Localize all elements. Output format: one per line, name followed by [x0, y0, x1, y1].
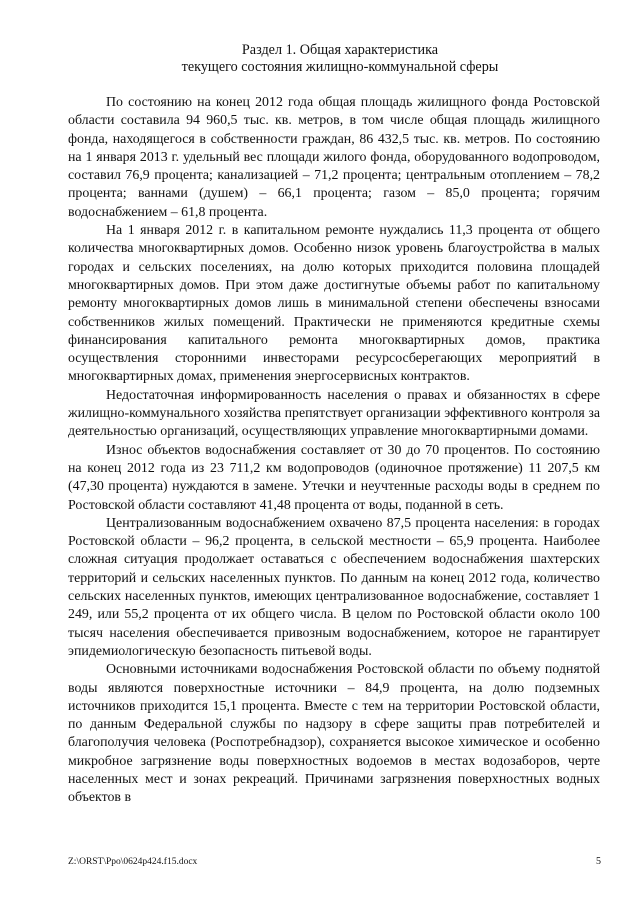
footer-file-path: Z:\ORST\Ppo\0624p424.f15.docx	[68, 857, 198, 867]
section-heading	[80, 42, 600, 76]
paragraph-capital-repair: На 1 января 2012 г. в капитальном ремонте нуждались 11,3 процента от общего количества многоквартирных домов. Особенно низок уровень благоустройства в малых городах и сельских поселениях, на долю которых приходится половина площадей многоквартирных домов. При этом даже достигнутые объемы работ по капитальному ремонту многоквартирных домов лишь в минимальной степени обеспечены взносами собственников жилых помещений. Практически не применяются кредитные схемы финансирования капитального ремонта многоквартирных домов, практика осуществления сторонними инвесторами ресурсосберегающих мероприятий в многоквартирных домах, применения энергосервисных контрактов.	[68, 223, 600, 385]
section-title-line-1: Раздел 1. Общая характеристика	[241, 42, 439, 58]
page-number: 5	[596, 856, 601, 867]
paragraph-housing-stock: По состоянию на конец 2012 года общая площадь жилищного фонда Ростовской области составила 94 960,5 тыс. кв. метров, в том числе общая площадь жилищного фонда, находящегося в собственности граждан, 86 432,5 тыс. кв. метров. По состоянию на 1 января 2013 г. удельный вес площади жилого фонда, оборудованного водопроводом, составил 76,9 процента; канализацией – 71,2 процента; центральным отоплением – 78,2 процента; ваннами (душем) – 66,1 процента; газом – 85,0 процента; горячим водоснабжением – 61,8 процента.	[68, 95, 600, 220]
paragraph-water-sources: Основными источниками водоснабжения Ростовской области по объему поднятой воды являются поверхностные источники – 84,9 процента, на долю подземных источников приходится 15,1 процента. Вместе с тем на территории Ростовской области, по данным Федеральной службы по надзору в сфере защиты прав потребителей и благополучия человека (Роспотребнадзор), сохраняется высокое химическое и особенно микробное загрязнение воды поверхностных водоемов в местах водозаборов, черте населенных мест и зонах рекреаций. Причинами загрязнения поверхностных водных объектов в	[68, 662, 600, 806]
paragraph-awareness: Недостаточная информированность населения о правах и обязанностях в сфере жилищно-коммунального хозяйства препятствует организации эффективного контроля за деятельностью организаций, осуществляющих управление многоквартирными домами.	[68, 387, 600, 440]
body-text	[68, 94, 600, 808]
paragraph-water-wear: Износ объектов водоснабжения составляет от 30 до 70 процентов. По состоянию на конец 2012 года из 23 711,2 км водопроводов (одиночное протяжение) 11 207,5 км (47,30 процента) нуждаются в замене. Утечки и неучтенные расходы воды в среднем по Ростовской области составляют 41,48 процента от воды, поданной в сеть.	[68, 442, 600, 513]
paragraph-centralized-supply: Централизованным водоснабжением охвачено 87,5 процента населения: в городах Ростовской области – 96,2 процента, в сельской местности – 65,9 процента. Наиболее сложная ситуация продолжает оставаться с обеспечением водоснабжения шахтерских территорий и сельских населенных пунктов. По данным на конец 2012 года, количество сельских населенных пунктов, имеющих централизованное водоснабжение, составляет 1 249, или 55,2 процента от их общего числа. В целом по Ростовской области около 100 тысяч населения обеспечивается привозным водоснабжением, которое не гарантирует эпидемиологическую безопасность питьевой воды.	[68, 515, 600, 659]
section-title-line-2: текущего состояния жилищно-коммунальной сферы	[181, 59, 499, 75]
